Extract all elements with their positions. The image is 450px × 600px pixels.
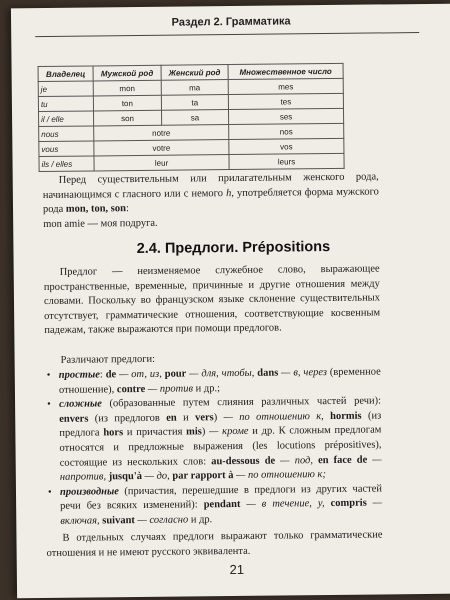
table-cell: sa [161,110,228,126]
closing-paragraph: В отдельных случаях предлоги выражают только грамматические отношения и не имеют русского эквивалента. [46,529,383,559]
prep-word: pendant [203,499,241,511]
table-cell: mon [93,80,161,96]
table-cell: tu [38,96,93,112]
bullet: • [47,399,51,411]
page-number: 21 [229,561,245,578]
item-text: (причастия, перешедшие в предлоги из других частей речи без всяких изменений): [60,483,383,513]
prep-gloss: — в, через [278,367,328,379]
item-text: и др. [190,514,213,526]
table-cell: ta [161,95,228,111]
prep-gloss: — включая, [60,497,383,527]
prep-gloss: — до, [141,470,170,483]
note-forms: mon, ton, son [65,203,127,215]
item-label: производные [59,485,119,498]
preposition-list-block [45,365,383,529]
table-cell: je [38,81,93,97]
item-text: и др.; [195,382,221,395]
table-header-cell: Владелец [38,66,93,82]
item-colon: : [99,369,103,381]
item-text: (временное отношение), [58,366,381,396]
note-text-2: , употребляется форма мужского рода [42,186,379,216]
table-header-cell: Женский род [161,65,228,81]
prep-gloss: — согласно [134,514,189,526]
prep-word: jusqu'à [108,471,143,483]
table-header-cell: Мужской род [93,65,161,81]
item-text: и причастия [126,426,183,439]
prep-word: dans [257,367,279,379]
table-cell: nous [39,126,94,142]
prep-word: vers [194,412,214,424]
list-item-complex [47,395,382,486]
book-page [11,4,450,599]
prep-gloss: — по отношению к, [217,410,324,423]
note-paragraph [43,170,380,232]
intro-paragraph: Предлог — неизменяемое служебное слово, выражающее пространственные, временные, причинные и другие отношения между словами. Поскольку во французском языке склонение существительных отсутствует, грамматические отношения, соответствующие косвенным падежам, также выражаются при помощи предлогов. [43,263,381,337]
note-text: Перед существительным или прилагательным женского рода, начинающимся с гласного или с немого [42,171,379,201]
item-text: ) [201,426,206,438]
prep-word: hors [103,427,124,439]
note-colon: : [125,203,129,215]
running-header: Раздел 2. Грамматика [171,15,291,29]
prep-word: au-dessous de [211,455,276,467]
table-cell: il / elle [39,111,94,127]
prep-word: par rapport à [172,470,234,482]
table-cell: tes [228,93,343,109]
list-item-derived [47,482,383,529]
prep-gloss: — по отношению к; [233,469,326,482]
note-example: mon amie — моя подруга. [43,217,158,230]
prep-word: pour [164,368,187,380]
prep-word: compris [330,497,367,510]
prep-word: contre [116,383,146,395]
prep-word: de [105,369,117,381]
prep-word: mis [186,426,202,438]
table-cell: notre [94,125,229,141]
item-label: сложные [59,398,102,411]
table-header-cell: Множественное число [228,63,343,79]
prep-gloss: — от, из, [116,368,162,381]
prep-gloss: — напротив, [59,454,382,483]
prep-gloss: — в течение, у, [240,498,325,511]
item-text: (из предлогов [94,412,160,425]
prep-word: en face de [317,454,368,466]
table-cell: ma [161,80,228,96]
table-cell: leurs [229,153,344,169]
table-cell: mes [228,78,343,94]
bullet: • [47,486,52,498]
table-cell: votre [94,140,229,156]
preposition-list [45,365,383,529]
item-text: (из предлога [59,410,382,440]
table-cell: nos [229,123,344,139]
table-cell: leur [94,155,229,171]
item-text: К сложным предлогам относятся и предложные выражения (les locutions prépositives), состоящие из нескольких слов: [59,424,382,469]
item-label: простые [58,369,100,381]
table-cell: ton [93,95,161,111]
item-text: ) [213,411,218,423]
prep-gloss: — под, [275,454,314,467]
table-cell: vos [229,138,344,154]
prep-gloss: — кроме [205,426,249,438]
item-text: и [183,412,189,424]
section-title: 2.4. Предлоги. Prépositions [136,238,331,258]
prep-gloss: — против [145,383,194,395]
note-h: h [225,187,232,199]
possessive-table [38,63,345,172]
prep-gloss: — для, чтобы, [186,367,255,380]
bullet: • [46,369,51,381]
distinguish-line: Различают предлоги: [60,353,156,366]
table-cell: ils / elles [39,156,94,172]
table-cell: ses [228,108,343,124]
table-cell: son [94,110,162,126]
item-text: (образованные путем слияния различных частей речи): [109,395,382,410]
prep-word: envers [59,413,89,425]
table-cell: vous [39,141,94,157]
prep-word: en [166,412,177,424]
prep-word: suivant [102,514,135,527]
item-text: и др. [252,425,275,438]
table-row [39,153,344,171]
prep-word: hormis [330,410,362,422]
list-item-simple [46,365,381,398]
header-rule [35,32,419,37]
